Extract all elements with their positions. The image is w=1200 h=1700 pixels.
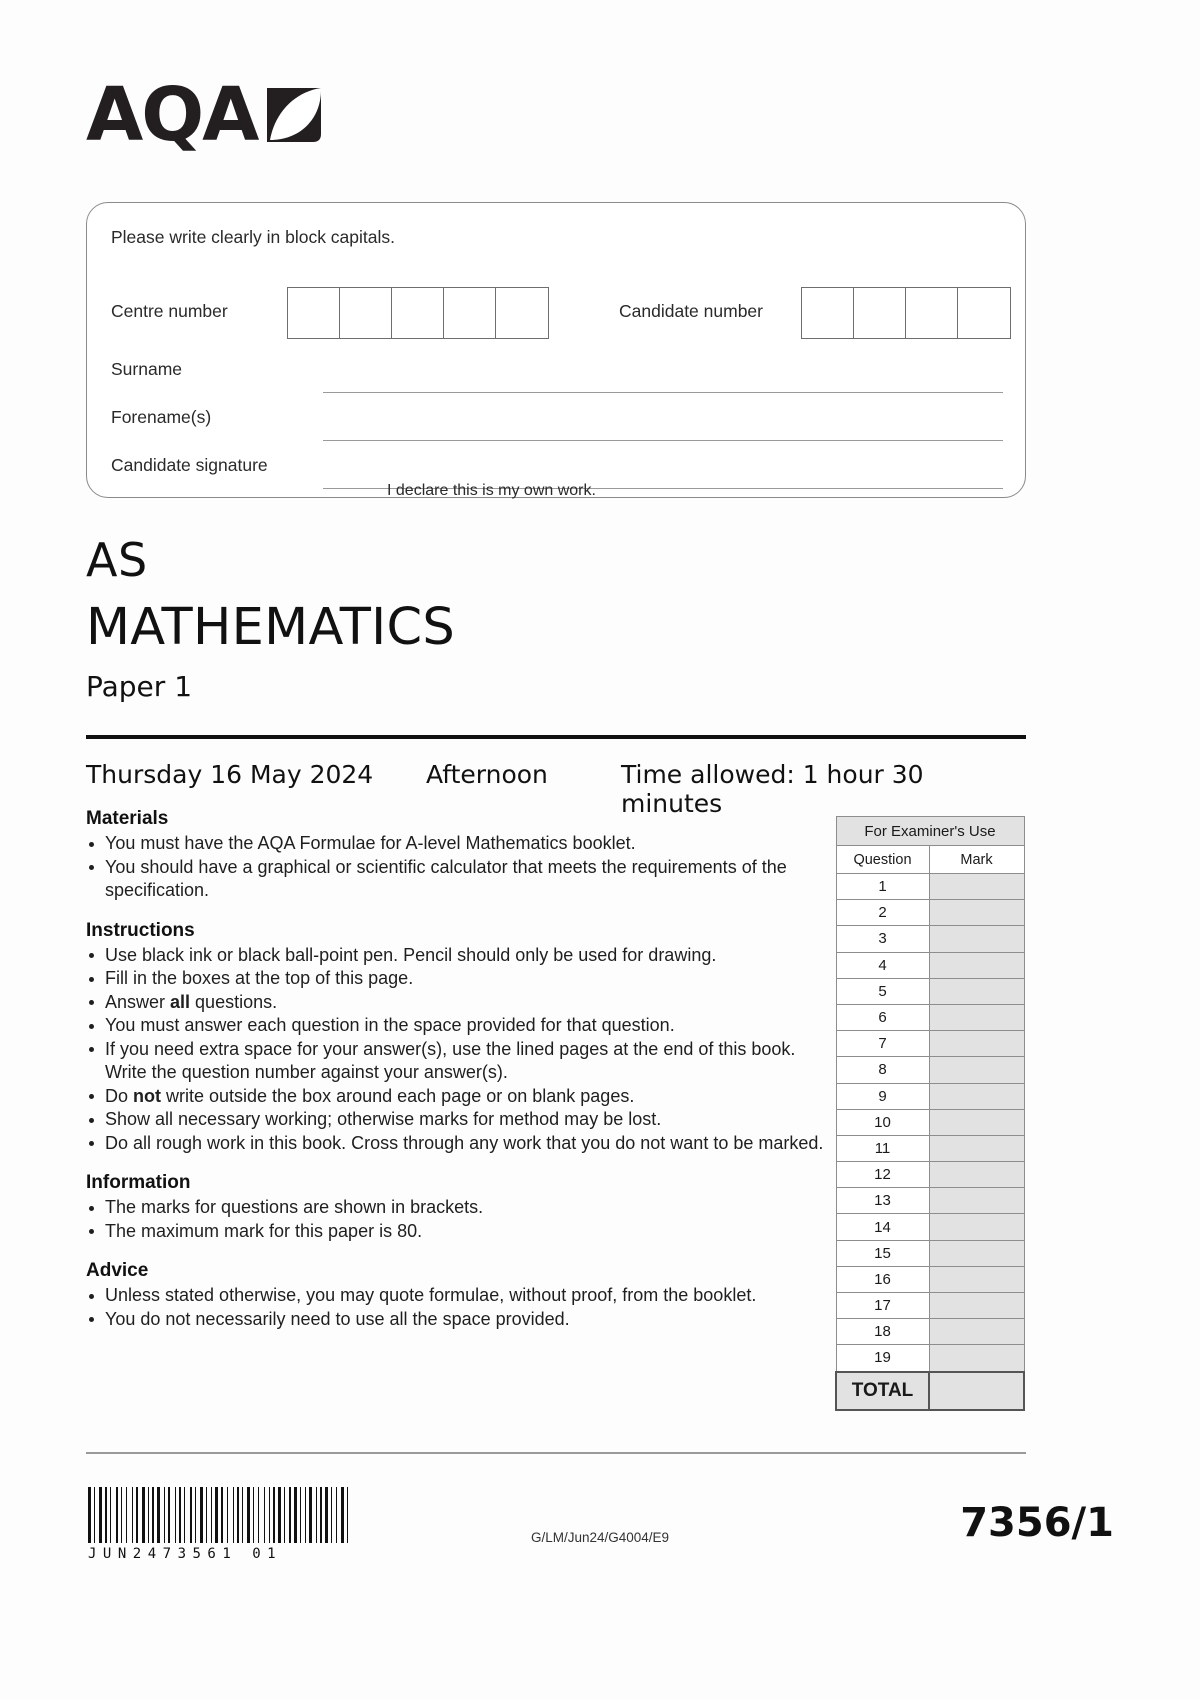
table-row (836, 1057, 1024, 1083)
examiner-use-table (835, 816, 1025, 1411)
mark-cell[interactable] (929, 1135, 1024, 1161)
candidate-number-input[interactable] (801, 287, 1011, 339)
section-instructions (86, 920, 826, 1156)
centre-number-cell[interactable] (288, 288, 340, 338)
mark-cell[interactable] (929, 1031, 1024, 1057)
table-row (836, 1345, 1024, 1372)
section-advice (86, 1260, 826, 1331)
number-row (111, 287, 1003, 339)
surname-label: Surname (111, 359, 183, 379)
mark-cell[interactable] (929, 900, 1024, 926)
mark-cell[interactable] (929, 1109, 1024, 1135)
candidate-number-cell[interactable] (854, 288, 906, 338)
exam-time-allowed: Time allowed: 1 hour 30 minutes (621, 760, 924, 818)
table-row (836, 1109, 1024, 1135)
surname-row (111, 355, 1003, 399)
mark-cell[interactable] (929, 1083, 1024, 1109)
question-number: 9 (836, 1083, 929, 1109)
centre-number-cell[interactable] (444, 288, 496, 338)
question-number: 2 (836, 900, 929, 926)
question-number: 4 (836, 952, 929, 978)
table-row (836, 1240, 1024, 1266)
footer-divider (86, 1452, 1026, 1454)
table-row (836, 1031, 1024, 1057)
question-number: 18 (836, 1319, 929, 1345)
question-number: 14 (836, 1214, 929, 1240)
table-row (836, 926, 1024, 952)
exam-meta (86, 760, 1026, 818)
block-capitals-note: Please write clearly in block capitals. (111, 227, 396, 247)
candidate-number-cell[interactable] (906, 288, 958, 338)
mark-cell[interactable] (929, 952, 1024, 978)
list-item: Show all necessary working; otherwise marks for method may be lost. (86, 1108, 826, 1132)
table-row (836, 1214, 1024, 1240)
table-row (836, 1266, 1024, 1292)
mark-cell[interactable] (929, 1057, 1024, 1083)
list-item: Fill in the boxes at the top of this page. (86, 967, 826, 991)
paper-code: 7356/1 (960, 1500, 1114, 1546)
information-list (86, 1196, 826, 1243)
aqa-leaf-icon (261, 82, 327, 153)
table-row (836, 1135, 1024, 1161)
declaration-text: I declare this is my own work. (387, 482, 596, 499)
section-heading: Information (86, 1172, 191, 1193)
advice-list (86, 1284, 826, 1331)
section-heading: Materials (86, 808, 169, 829)
list-item: Use black ink or black ball-point pen. Pencil should only be used for drawing. (86, 944, 826, 968)
mark-cell[interactable] (929, 1266, 1024, 1292)
exam-date: Thursday 16 May 2024 (86, 760, 374, 789)
document-code: G/LM/Jun24/G4004/E9 (530, 1530, 670, 1545)
question-number: 15 (836, 1240, 929, 1266)
table-row (836, 1188, 1024, 1214)
do-not-write-text: Do not write outside the box around each page or on blank pages. (105, 1085, 635, 1106)
centre-number-cell[interactable] (340, 288, 392, 338)
table-row (836, 952, 1024, 978)
list-item: You must answer each question in the space provided for that question. (86, 1014, 826, 1038)
table-row (836, 1319, 1024, 1345)
section-heading: Advice (86, 1260, 149, 1281)
list-item (86, 991, 826, 1015)
list-item: Do all rough work in this book. Cross through any work that you do not want to be marked. (86, 1132, 826, 1156)
mark-cell[interactable] (929, 1293, 1024, 1319)
title-divider (86, 735, 1026, 739)
candidate-number-cell[interactable] (958, 288, 1010, 338)
forenames-row (111, 403, 1003, 447)
centre-number-input[interactable] (287, 287, 549, 339)
question-number: 7 (836, 1031, 929, 1057)
candidate-details-box (86, 202, 1026, 498)
aqa-logo (86, 72, 327, 158)
mark-cell[interactable] (929, 1162, 1024, 1188)
mark-cell[interactable] (929, 926, 1024, 952)
subject-title: MATHEMATICS (86, 598, 456, 657)
question-number: 11 (836, 1135, 929, 1161)
table-row (836, 1083, 1024, 1109)
question-number: 1 (836, 874, 929, 900)
question-number: 13 (836, 1188, 929, 1214)
barcode-digits: JUN2473561 01 (88, 1546, 283, 1562)
list-item: The maximum mark for this paper is 80. (86, 1220, 826, 1244)
question-number: 10 (836, 1109, 929, 1135)
question-number: 6 (836, 1004, 929, 1030)
mark-cell[interactable] (929, 1345, 1024, 1372)
table-row (836, 1372, 1024, 1410)
question-number: 5 (836, 978, 929, 1004)
forenames-label: Forename(s) (111, 407, 212, 427)
question-number: 12 (836, 1162, 929, 1188)
mark-cell[interactable] (929, 1188, 1024, 1214)
centre-number-cell[interactable] (496, 288, 548, 338)
table-row (836, 978, 1024, 1004)
list-item: You must have the AQA Formulae for A-level Mathematics booklet. (86, 832, 826, 856)
list-item: You should have a graphical or scientific calculator that meets the requirements of the specification. (86, 856, 826, 903)
qualification-level: AS (86, 533, 148, 587)
centre-number-cell[interactable] (392, 288, 444, 338)
exam-session: Afternoon (426, 760, 548, 789)
question-number: 19 (836, 1345, 929, 1372)
table-row (836, 900, 1024, 926)
question-number: 3 (836, 926, 929, 952)
question-number: 17 (836, 1293, 929, 1319)
surname-input[interactable] (323, 392, 1003, 394)
aqa-logo-text: AQA (86, 72, 258, 158)
mark-cell[interactable] (929, 1214, 1024, 1240)
question-number: 16 (836, 1266, 929, 1292)
question-number: 8 (836, 1057, 929, 1083)
mark-cell[interactable] (929, 874, 1024, 900)
candidate-number-label: Candidate number (619, 301, 763, 321)
total-label: TOTAL (836, 1372, 929, 1410)
examiner-table-title: For Examiner's Use (836, 817, 1024, 846)
list-item: If you need extra space for your answer(s), use the lined pages at the end of this book. Write the question number against your answer(s). (86, 1038, 826, 1085)
answer-all-text: Answer all questions. (105, 991, 278, 1012)
instructions-list (86, 944, 826, 1156)
mark-cell[interactable] (929, 1319, 1024, 1345)
table-row (836, 1293, 1024, 1319)
section-heading: Instructions (86, 919, 195, 941)
column-header-mark: Mark (929, 846, 1024, 874)
list-item: You do not necessarily need to use all the space provided. (86, 1308, 826, 1332)
list-item: The marks for questions are shown in brackets. (86, 1196, 826, 1220)
mark-cell[interactable] (929, 1240, 1024, 1266)
instructions-content (86, 808, 826, 1348)
candidate-number-cell[interactable] (802, 288, 854, 338)
table-row (836, 817, 1024, 846)
mark-cell[interactable] (929, 1004, 1024, 1030)
materials-list (86, 832, 826, 903)
list-item: Unless stated otherwise, you may quote formulae, without proof, from the booklet. (86, 1284, 826, 1308)
table-row (836, 1162, 1024, 1188)
section-materials (86, 808, 826, 903)
column-header-question: Question (836, 846, 929, 874)
paper-number: Paper 1 (86, 670, 193, 703)
centre-number-label: Centre number (111, 301, 228, 321)
total-mark-cell[interactable] (929, 1372, 1024, 1410)
mark-cell[interactable] (929, 978, 1024, 1004)
table-row (836, 874, 1024, 900)
table-row (836, 846, 1024, 874)
signature-label: Candidate signature (111, 455, 268, 475)
forenames-input[interactable] (323, 440, 1003, 442)
table-row (836, 1004, 1024, 1030)
section-information (86, 1172, 826, 1243)
list-item (86, 1085, 826, 1109)
